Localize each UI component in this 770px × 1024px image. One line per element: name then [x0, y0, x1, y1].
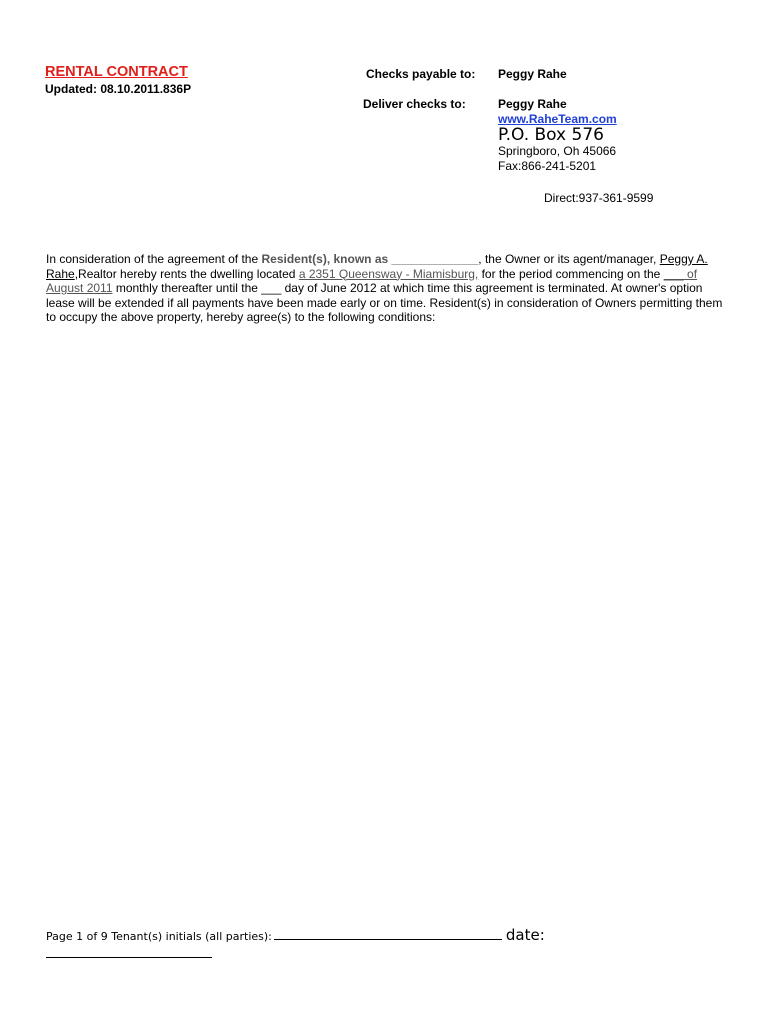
agent-name: Peggy A. Rahe — [46, 252, 708, 281]
agreement-text-4: for the period commencing on the — [478, 266, 664, 281]
agreement-text-1: In consideration of the agreement of the — [46, 252, 262, 266]
updated-date: Updated: 08.10.2011.836P — [45, 82, 192, 96]
date-label: date: — [505, 926, 545, 944]
website-link[interactable]: www.RaheTeam.com — [498, 112, 617, 126]
property-address: a 2351 Queensway - Miamisburg, — [298, 266, 479, 281]
checks-payable-label: Checks payable to: — [366, 67, 476, 81]
direct-phone: Direct:937-361-9599 — [544, 191, 654, 205]
start-date: ___ of August 2011 — [46, 266, 698, 296]
document-title: RENTAL CONTRACT — [45, 64, 188, 80]
checks-payable-value: Peggy Rahe — [498, 67, 567, 81]
agreement-text-3: ,Realtor hereby rents the dwelling located — [74, 266, 299, 281]
city-address: Springboro, Oh 45066 — [498, 144, 617, 158]
agreement-text-5: monthly thereafter until the ___ day of June 2012 at which time this agreement is terminated. At owner's option lease will be extended if all payments have been made early or on time. Resident(s) in consideration of Owners permitting them to occupy the above property, hereby agree(s) to the following conditions: — [46, 281, 723, 325]
initials-line[interactable] — [274, 929, 502, 940]
deliver-name: Peggy Rahe — [498, 97, 567, 111]
agreement-text-2: , the Owner or its agent/manager, — [478, 252, 660, 266]
date-line[interactable] — [46, 957, 212, 958]
page-info: Page 1 of 9 Tenant(s) initials (all parties): — [46, 930, 272, 943]
deliver-checks-label: Deliver checks to: — [363, 97, 466, 111]
agreement-paragraph — [46, 252, 726, 325]
page-footer — [46, 926, 545, 944]
po-box: P.O. Box 576 — [498, 125, 604, 145]
fax-number: Fax:866-241-5201 — [498, 159, 597, 173]
residents-known-as: Resident(s), known as _____________ — [261, 252, 479, 266]
